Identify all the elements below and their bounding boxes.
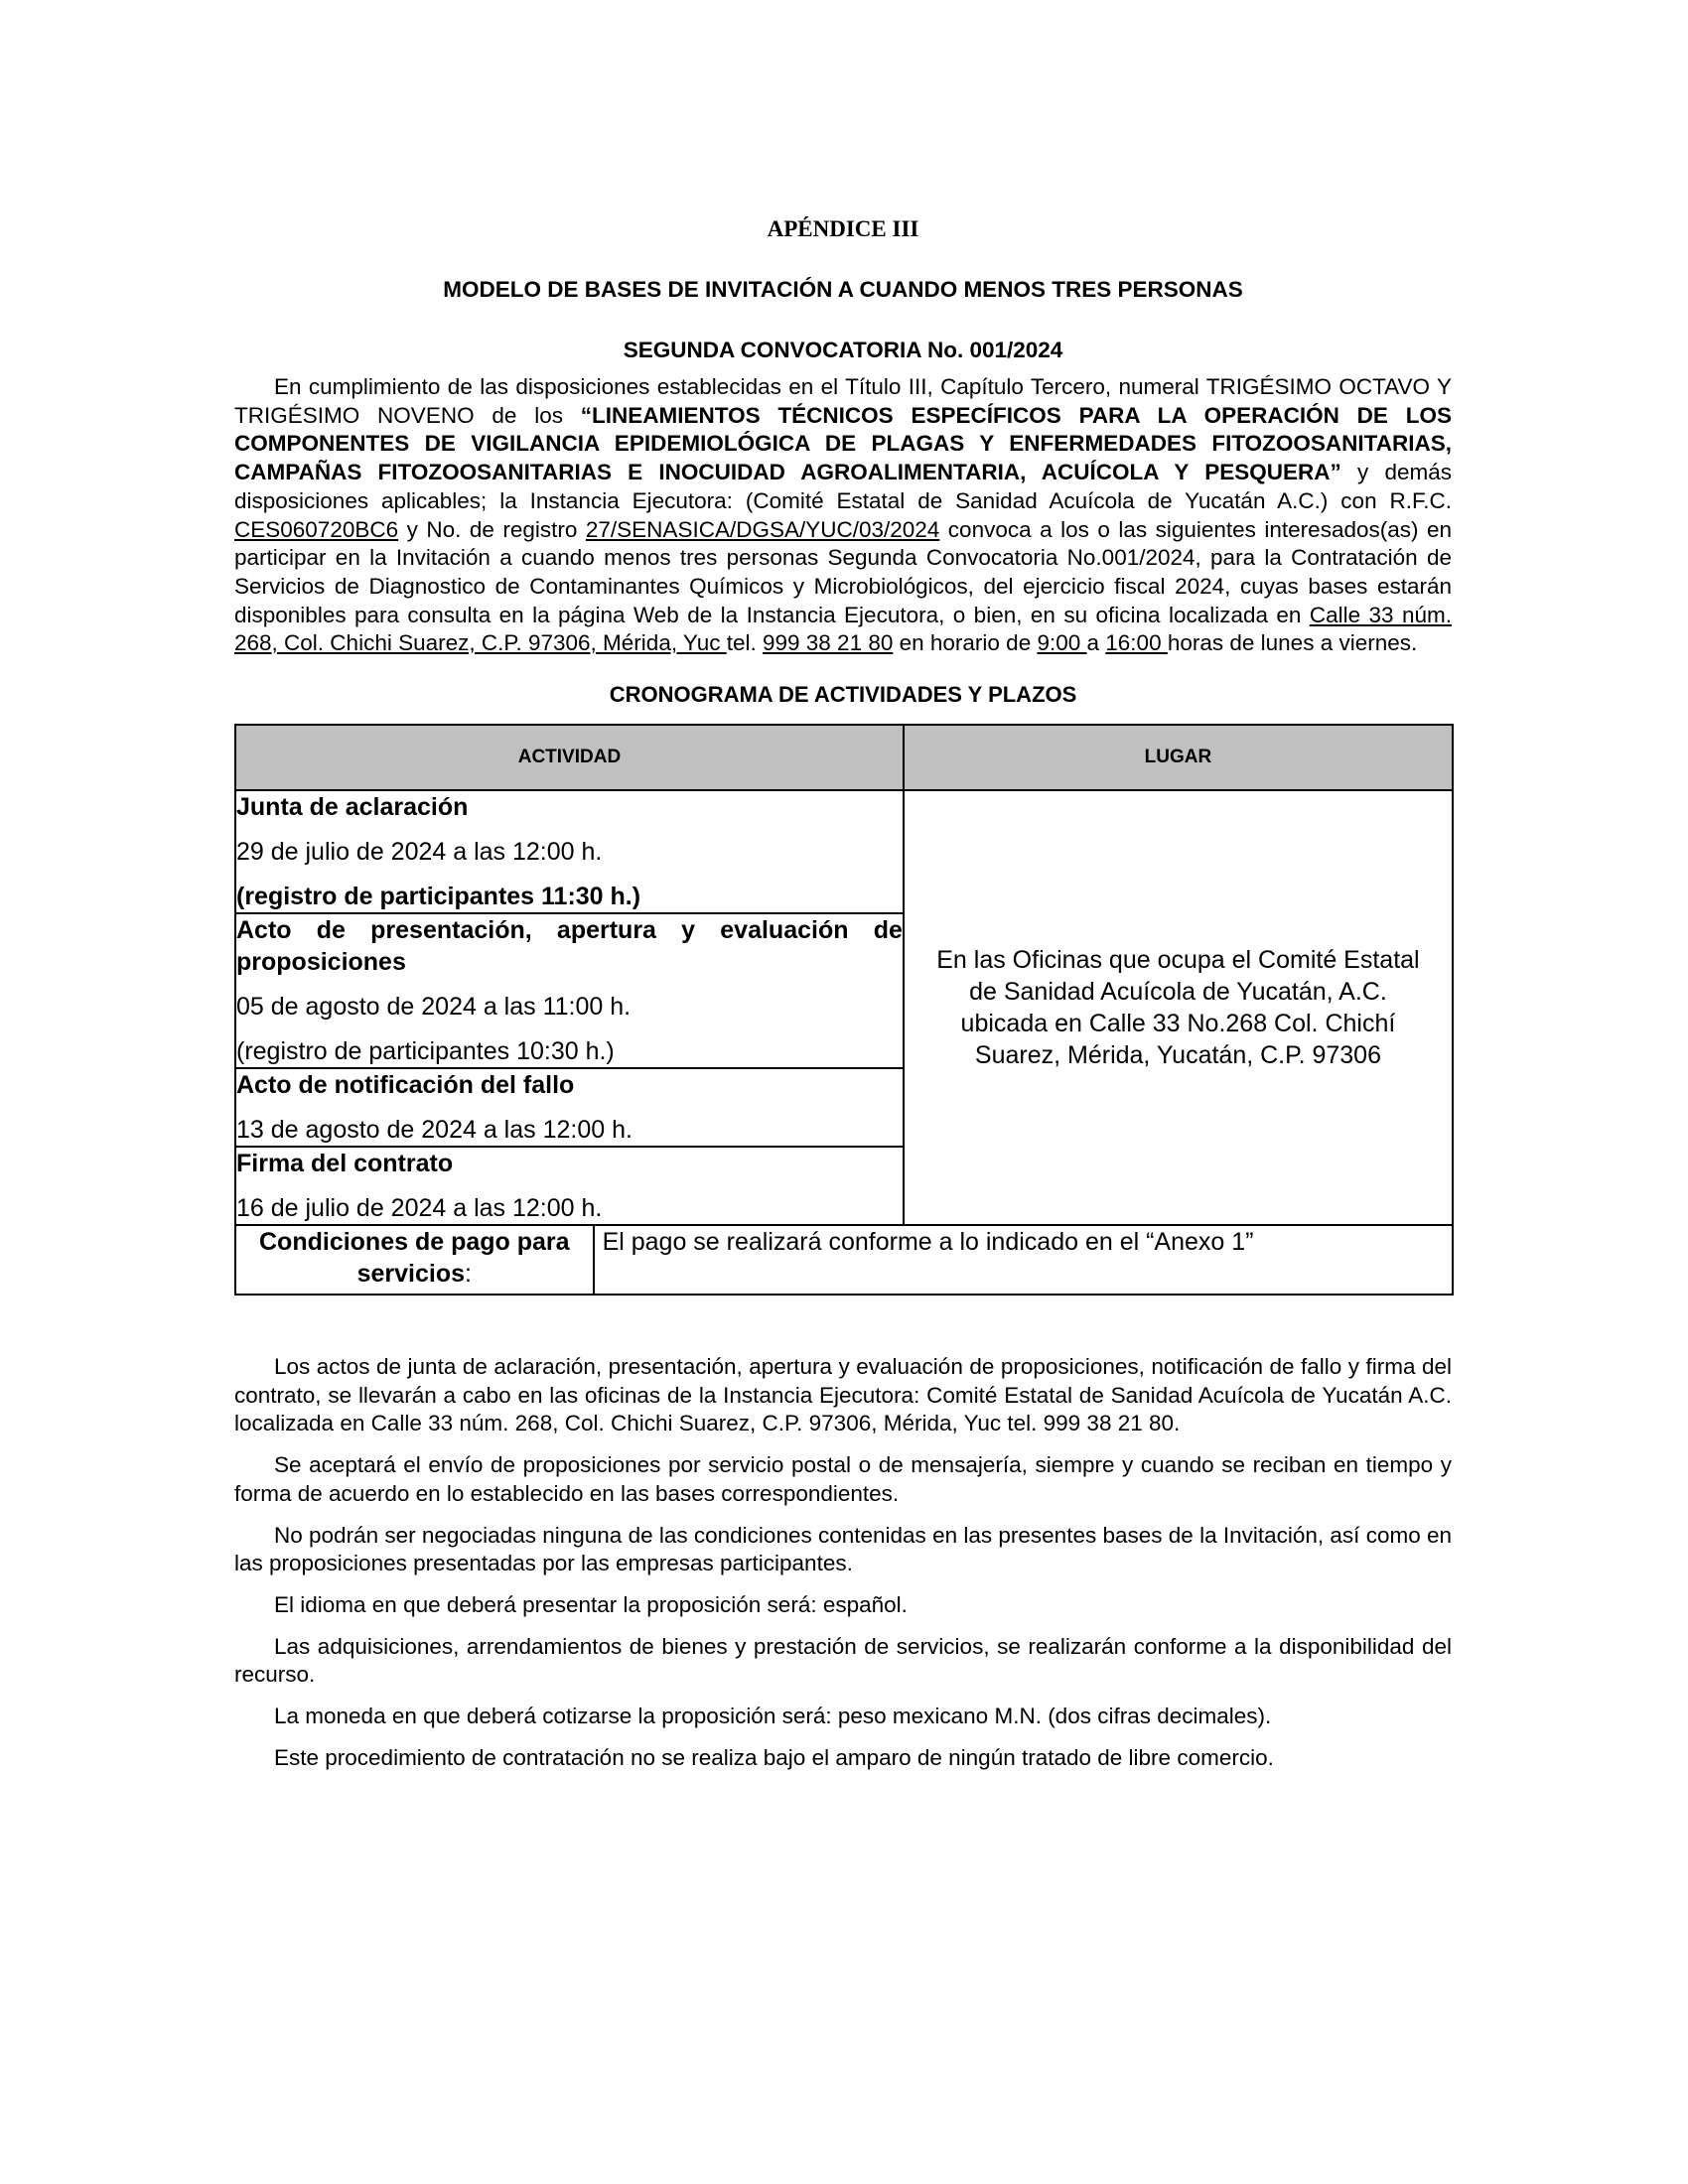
intro-text-5: tel.: [726, 630, 763, 656]
activity-cell: [235, 790, 904, 913]
paragraph: La moneda en que deberá cotizarse la proposición será: peso mexicano M.N. (dos cifras decimales).: [274, 1704, 1272, 1729]
payment-value: El pago se realizará conforme a lo indicado en el “Anexo 1”: [594, 1225, 1453, 1295]
intro-text-4: convoca a los o las siguientes interesados(as) en participar en la Invitación a cuando menos tres personas Segunda Convocatoria No.001/2024, para la Contratación de Servicios de Diagnostico de Contaminantes Químicos y Microbiológicos, del ejercicio fiscal 2024, cuyas bases estarán disponibles para consulta en la página Web de la Instancia Ejecutora, o bien, en su oficina localizada en: [234, 516, 1452, 627]
intro-text-3: y No. de registro: [398, 516, 586, 542]
model-title: MODELO DE BASES DE INVITACIÓN A CUANDO MENOS TRES PERSONAS: [443, 277, 1243, 302]
office-address: Calle 33 núm. 268, Col. Chichi Suarez, C.P. 97306, Mérida, Yuc: [234, 602, 1452, 656]
rfc-value: CES060720BC6: [234, 516, 399, 542]
activity-date: 13 de agosto de 2024 a las 12:00 h.: [236, 1116, 633, 1145]
hour-end: 16:00: [1105, 630, 1168, 656]
schedule-title: CRONOGRAMA DE ACTIVIDADES Y PLAZOS: [609, 682, 1077, 708]
paragraph: Este procedimiento de contratación no se realiza bajo el amparo de ningún tratado de libre comercio.: [274, 1744, 1274, 1770]
hour-start: 9:00: [1037, 630, 1087, 656]
payment-label-cell: [235, 1225, 594, 1295]
phone-number: 999 38 21 80: [762, 630, 894, 656]
paragraph: Se aceptará el envío de proposiciones por servicio postal o de mensajería, siempre y cuando se reciban en tiempo y forma de acuerdo en lo establecido en las bases correspondientes.: [234, 1452, 1452, 1506]
paragraph: El idioma en que deberá presentar la proposición será: español.: [274, 1591, 908, 1617]
appendix-title: APÉNDICE III: [767, 216, 919, 241]
activity-title: Acto de notificación del fallo: [236, 1071, 575, 1100]
intro-text-8: horas de lunes a viernes.: [1167, 630, 1418, 656]
intro-paragraph: [234, 373, 1452, 658]
activity-registration: (registro de participantes 10:30 h.): [236, 1037, 615, 1066]
activity-cell: [235, 1068, 904, 1147]
payment-label: Condiciones de pago para servicios: [259, 1228, 570, 1289]
intro-text-1: En cumplimiento de las disposiciones establecidas en el Título III, Capítulo Tercero, numeral TRIGÉSIMO OCTAVO Y TRIGÉSIMO NOVENO de los: [234, 374, 1452, 428]
table-header-row: [235, 725, 1453, 790]
place-cell: En las Oficinas que ocupa el Comité Estatal de Sanidad Acuícola de Yucatán, A.C. ubicada en Calle 33 No.268 Col. Chichí Suarez, Mérida, Yucatán, C.P. 97306: [904, 790, 1453, 1225]
activity-cell: [235, 1147, 904, 1225]
activity-registration: (registro de participantes 11:30 h.): [236, 883, 641, 911]
table-row: [235, 790, 1453, 913]
activity-date: 16 de julio de 2024 a las 12:00 h.: [236, 1194, 603, 1223]
payment-colon: :: [465, 1260, 472, 1289]
activity-column-header: ACTIVIDAD: [235, 725, 904, 790]
intro-text-7: a: [1086, 630, 1106, 656]
closing-paragraphs: [234, 1353, 1452, 1772]
schedule-table: [234, 724, 1454, 1296]
activity-title: Firma del contrato: [236, 1150, 454, 1178]
lineamientos-title: “LINEAMIENTOS TÉCNICOS ESPECÍFICOS PARA LA OPERACIÓN DE LOS COMPONENTES DE VIGILANCIA EPIDEMIOLÓGICA DE PLAGAS Y ENFERMEDADES FITOZOOSANITARIAS, CAMPAÑAS FITOZOOSANITARIAS E INOCUIDAD AGROALIMENTARIA, ACUÍCOLA Y PESQUERA”: [234, 402, 1452, 485]
intro-text-6: en horario de: [893, 630, 1038, 656]
paragraph: Las adquisiciones, arrendamientos de bienes y prestación de servicios, se realizarán conforme a la disponibilidad del recurso.: [234, 1633, 1452, 1688]
activity-date: 05 de agosto de 2024 a las 11:00 h.: [236, 993, 632, 1022]
place-column-header: LUGAR: [904, 725, 1453, 790]
activity-title: Junta de aclaración: [236, 793, 469, 822]
payment-row: [235, 1225, 1453, 1295]
registro-value: 27/SENASICA/DGSA/YUC/03/2024: [585, 516, 940, 542]
convocatoria-title: SEGUNDA CONVOCATORIA No. 001/2024: [623, 338, 1063, 362]
paragraph: No podrán ser negociadas ninguna de las condiciones contenidas en las presentes bases de la Invitación, así como en las proposiciones presentadas por las empresas participantes.: [234, 1522, 1452, 1576]
activity-date: 29 de julio de 2024 a las 12:00 h.: [236, 838, 603, 867]
intro-text-2: y demás disposiciones aplicables; la Instancia Ejecutora: (Comité Estatal de Sanidad Acuícola de Yucatán A.C.) con R.F.C.: [234, 460, 1452, 513]
document-page: [234, 216, 1452, 1785]
activity-title: Acto de presentación, apertura y evaluación de proposiciones: [236, 916, 903, 977]
paragraph: Los actos de junta de aclaración, presentación, apertura y evaluación de proposiciones, notificación de fallo y firma del contrato, se llevarán a cabo en las oficinas de la Instancia Ejecutora: Comité Estatal de Sanidad Acuícola de Yucatán A.C. localizada en Calle 33 núm. 268, Col. Chichi Suarez, C.P. 97306, Mérida, Yuc tel. 999 38 21 80.: [234, 1354, 1452, 1436]
activity-cell: [235, 913, 904, 1068]
